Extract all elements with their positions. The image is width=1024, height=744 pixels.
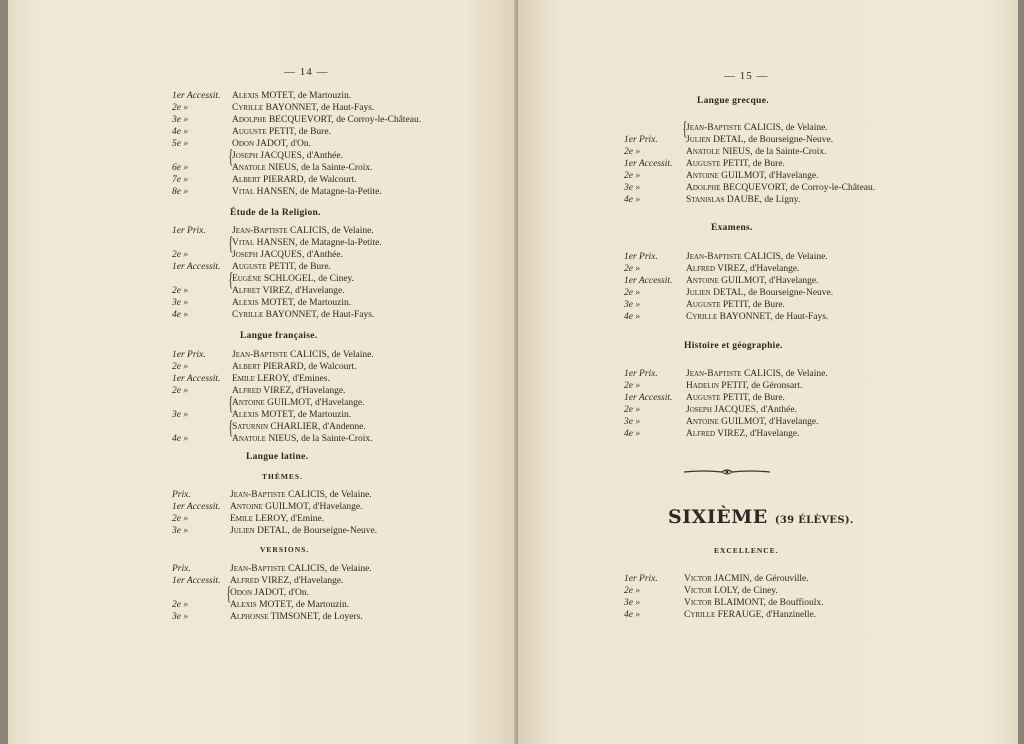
laureate-place: de la Sainte-Croix. bbox=[752, 147, 827, 157]
laureate-name: Julien DETAL, bbox=[230, 526, 290, 536]
list-item bbox=[172, 421, 512, 433]
laureate-entry bbox=[230, 563, 372, 575]
laureate-name: Alfred VIREZ, bbox=[686, 429, 748, 439]
list-item bbox=[172, 349, 512, 361]
laureate-entry bbox=[232, 421, 366, 433]
laureate-entry bbox=[230, 525, 377, 537]
list-item bbox=[624, 134, 964, 146]
laureate-place: de Haut-Fays. bbox=[772, 312, 829, 322]
laureate-place: de Bourseigne-Neuve. bbox=[745, 288, 834, 298]
laureate-entry bbox=[686, 251, 828, 263]
laureate-name: Odon JADOT, bbox=[232, 139, 289, 149]
list-item bbox=[624, 122, 964, 134]
laureate-place: de Matagne-la-Petite. bbox=[297, 187, 382, 197]
rank-label: 3e » bbox=[172, 298, 189, 308]
laureate-name: Albert PIERARD, bbox=[232, 362, 306, 372]
rank-label: 2e » bbox=[624, 147, 641, 157]
laureate-place: d'On. bbox=[286, 588, 309, 598]
rank-label: 1er Accessit. bbox=[172, 576, 221, 586]
laureate-entry bbox=[684, 573, 809, 585]
laureate-entry bbox=[230, 599, 349, 611]
rank-label: 1er Prix. bbox=[624, 135, 658, 145]
rank-label: 1er Accessit. bbox=[172, 374, 221, 384]
laureate-name: Hadelin PETIT, bbox=[686, 381, 749, 391]
laureate-name: Emile LEROY, bbox=[232, 374, 291, 384]
laureate-name: Joseph JACQUES, bbox=[686, 405, 759, 415]
list-item bbox=[172, 373, 512, 385]
laureate-entry bbox=[230, 513, 324, 525]
laureate-place: d'Anthée. bbox=[304, 151, 343, 161]
list-item bbox=[172, 90, 512, 102]
rank-label: 2e » bbox=[172, 103, 189, 113]
laureate-place: de Bure. bbox=[750, 159, 785, 169]
laureate-name: Victor LOLY, bbox=[684, 586, 740, 596]
rank-label: 3e » bbox=[624, 417, 641, 427]
laureate-name: Auguste PETIT, bbox=[686, 393, 751, 403]
rank-label: 3e » bbox=[624, 183, 641, 193]
list-item bbox=[172, 225, 512, 237]
laureate-name: Alexis MOTET, bbox=[232, 298, 296, 308]
list-item bbox=[624, 392, 964, 404]
list-item bbox=[624, 404, 964, 416]
laureate-entry bbox=[232, 349, 374, 361]
laureate-name: Jean-Baptiste CALICIS, bbox=[686, 252, 784, 262]
list-item bbox=[624, 287, 964, 299]
laureate-name: Jean-Baptiste CALICIS, bbox=[686, 369, 784, 379]
laureate-entry bbox=[686, 287, 833, 299]
list-item bbox=[172, 397, 512, 409]
list-item bbox=[172, 249, 512, 261]
laureate-name: Vital HANSEN, bbox=[232, 238, 298, 248]
laureate-entry bbox=[686, 428, 799, 440]
rank-label: 1er Accessit. bbox=[172, 91, 221, 101]
laureate-entry bbox=[230, 575, 343, 587]
laureate-entry bbox=[232, 186, 382, 198]
laureate-entry bbox=[232, 249, 343, 261]
rank-label: Prix. bbox=[172, 564, 191, 574]
list-item bbox=[172, 587, 512, 599]
rank-label: 4e » bbox=[624, 195, 641, 205]
rank-label: 1er Prix. bbox=[624, 574, 658, 584]
laureate-entry bbox=[686, 380, 802, 392]
section-title-latine: Langue latine. bbox=[246, 452, 309, 462]
laureate-entry bbox=[684, 597, 824, 609]
laureate-place: de Bure. bbox=[296, 127, 331, 137]
laureate-place: de Loyers. bbox=[320, 612, 363, 622]
laureate-place: de Martouzin. bbox=[295, 91, 352, 101]
laureate-entry bbox=[686, 275, 818, 287]
laureate-entry bbox=[232, 90, 351, 102]
laureate-place: d'Havelange. bbox=[291, 576, 344, 586]
laureate-entry bbox=[232, 309, 374, 321]
rank-label: 4e » bbox=[624, 429, 641, 439]
rank-label: 4e » bbox=[624, 312, 641, 322]
laureate-name: Adolphe BECQUEVORT, bbox=[232, 115, 334, 125]
list-item bbox=[172, 138, 512, 150]
laureate-name: Jean-Baptiste CALICIS, bbox=[686, 123, 784, 133]
laureate-place: d'Havelange. bbox=[312, 398, 365, 408]
list-item bbox=[172, 174, 512, 186]
rank-label: 1er Prix. bbox=[172, 226, 206, 236]
laureate-name: Jean-Baptiste CALICIS, bbox=[230, 564, 328, 574]
list-item bbox=[624, 146, 964, 158]
laureate-place: de Velaine. bbox=[783, 369, 828, 379]
rank-label: 2e » bbox=[172, 514, 189, 524]
list-item bbox=[624, 573, 964, 585]
list-item bbox=[172, 237, 512, 249]
section-title-examens: Examens. bbox=[711, 223, 753, 233]
laureate-place: d'Havelange. bbox=[766, 276, 819, 286]
laureate-name: Saturnin CHARLIER, bbox=[232, 422, 321, 432]
list-item bbox=[172, 309, 512, 321]
rank-label: 3e » bbox=[172, 410, 189, 420]
rank-label: 1er Prix. bbox=[624, 252, 658, 262]
laureate-name: Antoine GUILMOT, bbox=[230, 502, 311, 512]
laureate-name: Alexis MOTET, bbox=[230, 600, 294, 610]
laureate-entry bbox=[232, 433, 373, 445]
laureate-place: de la Sainte-Croix. bbox=[298, 163, 373, 173]
laureate-name: Alexis MOTET, bbox=[232, 91, 296, 101]
rank-label: 4e » bbox=[172, 127, 189, 137]
list-item bbox=[172, 126, 512, 138]
laureate-name: Joseph JACQUES, bbox=[232, 151, 305, 161]
laureate-place: de Martouzin. bbox=[295, 410, 352, 420]
laureate-name: Anatole NIEUS, bbox=[232, 434, 299, 444]
rank-label: 2e » bbox=[172, 250, 189, 260]
laureate-name: Jean-Baptiste CALICIS, bbox=[232, 226, 330, 236]
rank-label: 4e » bbox=[624, 610, 641, 620]
page-number-left: — 14 — bbox=[284, 66, 329, 78]
laureate-name: Joseph JACQUES, bbox=[232, 250, 305, 260]
laureate-entry bbox=[230, 489, 372, 501]
laureate-place: de Velaine. bbox=[329, 226, 374, 236]
laureate-place: de Gérouville. bbox=[751, 574, 809, 584]
rank-label: 3e » bbox=[172, 115, 189, 125]
list-item bbox=[172, 150, 512, 162]
subsection-title-themes: THÈMES. bbox=[262, 472, 303, 481]
laureate-entry bbox=[686, 368, 828, 380]
laureate-entry bbox=[686, 158, 785, 170]
laureate-place: de Bourseigne-Neuve. bbox=[289, 526, 378, 536]
laureate-entry bbox=[232, 361, 357, 373]
laureate-entry bbox=[230, 587, 309, 599]
rank-label: 2e » bbox=[172, 600, 189, 610]
laureate-place: de Walcourt. bbox=[306, 175, 357, 185]
laureate-place: de Haut-Fays. bbox=[318, 103, 375, 113]
laureate-entry bbox=[232, 126, 331, 138]
laureate-name: Anatole NIEUS, bbox=[686, 147, 753, 157]
laureate-name: Alphonse TIMSONET, bbox=[230, 612, 321, 622]
laureate-entry bbox=[232, 409, 351, 421]
rank-label: 2e » bbox=[624, 381, 641, 391]
rank-label: 1er Accessit. bbox=[624, 159, 673, 169]
laureate-entry bbox=[232, 297, 351, 309]
rank-label: Prix. bbox=[172, 490, 191, 500]
list-item bbox=[172, 385, 512, 397]
laureate-place: d'On. bbox=[288, 139, 311, 149]
laureate-entry bbox=[232, 285, 345, 297]
rank-label: 1er Accessit. bbox=[172, 262, 221, 272]
rank-label: 6e » bbox=[172, 163, 189, 173]
laureate-name: Antoine GUILMOT, bbox=[686, 276, 767, 286]
laureate-name: Anatole NIEUS, bbox=[232, 163, 299, 173]
laureate-name: Julien DETAL, bbox=[686, 135, 746, 145]
laureate-entry bbox=[686, 416, 818, 428]
laureate-entry bbox=[686, 311, 828, 323]
list-item bbox=[624, 251, 964, 263]
laureate-name: Vital HANSEN, bbox=[232, 187, 298, 197]
laureate-entry bbox=[232, 138, 311, 150]
laureate-name: Alfret VIREZ, bbox=[232, 286, 293, 296]
laureate-name: Antoine GUILMOT, bbox=[686, 417, 767, 427]
laureate-place: d'Havelange. bbox=[310, 502, 363, 512]
laureate-place: de Bourseigne-Neuve. bbox=[745, 135, 834, 145]
rank-label: 2e » bbox=[172, 286, 189, 296]
rank-label: 8e » bbox=[172, 187, 189, 197]
list-item bbox=[172, 361, 512, 373]
laureate-entry bbox=[686, 404, 797, 416]
laureate-place: de Haut-Fays. bbox=[318, 310, 375, 320]
laureate-place: d'Anthée. bbox=[758, 405, 797, 415]
rank-label: 1er Prix. bbox=[172, 350, 206, 360]
list-item bbox=[172, 599, 512, 611]
laureate-place: d'Havelange. bbox=[766, 171, 819, 181]
laureate-place: de Martouzin. bbox=[293, 600, 350, 610]
list-item bbox=[624, 428, 964, 440]
laureate-entry bbox=[232, 225, 374, 237]
rank-label: 2e » bbox=[624, 586, 641, 596]
laureate-entry bbox=[686, 170, 818, 182]
list-item bbox=[172, 102, 512, 114]
list-item bbox=[172, 261, 512, 273]
laureate-name: Victor JACMIN, bbox=[684, 574, 752, 584]
list-item bbox=[172, 162, 512, 174]
list-item bbox=[172, 501, 512, 513]
list-item bbox=[172, 186, 512, 198]
laureate-place: d'Havelange. bbox=[747, 264, 800, 274]
laureate-entry bbox=[232, 237, 382, 249]
rank-label: 5e » bbox=[172, 139, 189, 149]
laureate-name: Jean-Baptiste CALICIS, bbox=[232, 350, 330, 360]
laureate-name: Cyrille FERAUGE, bbox=[684, 610, 764, 620]
laureate-name: Cyrille BAYONNET, bbox=[232, 310, 319, 320]
laureate-entry bbox=[232, 273, 354, 285]
rank-label: 3e » bbox=[624, 300, 641, 310]
laureate-place: de Corroy-le-Château. bbox=[333, 115, 422, 125]
laureate-place: de Velaine. bbox=[327, 564, 372, 574]
laureate-place: de la Sainte-Croix. bbox=[298, 434, 373, 444]
right-page: — 15 — Langue grecque. Jean-Baptiste CALICIS, de Velaine. 1er Prix. Julien DETAL, de Bourseigne-Neuve. 2e » Anatole NIEUS, de la Sainte-Croix. 1er Accessit. Auguste PETIT, de Bure. 2e » Antoine GUILMOT, d'Havelange. 3e » Adolphe BECQUEVORT, de Corroy-le-Château. 4e » Stanislas DAUBE, de Ligny. { Examens. 1er Prix. Jean-Baptiste CALICIS, de Velaine. 2e » Alfred VIREZ, d'Havelange. 1er Accessit. Antoine GUILMOT, d'Havelange. 2e » Julien DETAL, de Bourseigne-Neuve. 3e » Auguste PETIT, de Bure. 4e » Cyrille BAYONNET, de Haut-Fays. Histoire et géographie. 1er Prix. Jean-Baptiste CALICIS, de Velaine. 2e » Hadelin PETIT, de Géronsart. 1er Accessit. Auguste PETIT, de Bure. 2e » Joseph JACQUES, d'Anthée. 3e » Antoine GUILMOT, d'Havelange. 4e » Alfred VIREZ, d'Havelange. SIXIÈME (39 ÉLÈVES). EXCELLENCE. 1er Prix. Victor JACMIN, de Gérouville. 2e » Victor LOLY, de Ciney. 3e » Victor BLAIMONT, de Bouffioulx. 4e » Cyrille FERAUGE, d'Hanzinelle. bbox=[518, 0, 1018, 744]
laureate-place: de Velaine. bbox=[783, 123, 828, 133]
laureate-place: de Corroy-le-Château. bbox=[787, 183, 876, 193]
laureate-place: de Velaine. bbox=[329, 350, 374, 360]
list-item bbox=[624, 263, 964, 275]
list-item bbox=[172, 114, 512, 126]
laureate-place: de Matagne-la-Petite. bbox=[297, 238, 382, 248]
laureate-place: d'Havelange. bbox=[292, 286, 345, 296]
class-title-pupils: (39 ÉLÈVES). bbox=[774, 515, 854, 526]
laureate-entry bbox=[232, 397, 364, 409]
laureate-name: Auguste PETIT, bbox=[686, 159, 751, 169]
laureate-place: d'Andenne. bbox=[320, 422, 366, 432]
class-title bbox=[668, 506, 854, 528]
laureate-entry bbox=[230, 611, 363, 623]
laureate-entry bbox=[232, 261, 331, 273]
rank-label: 2e » bbox=[172, 386, 189, 396]
rank-label: 3e » bbox=[172, 526, 189, 536]
rank-label: 2e » bbox=[624, 264, 641, 274]
section-title-histoire: Histoire et géographie. bbox=[684, 341, 783, 351]
laureate-entry bbox=[232, 174, 357, 186]
laureate-place: d'Hanzinelle. bbox=[763, 610, 817, 620]
page-number-right: — 15 — bbox=[724, 70, 769, 82]
rank-label: 1er Prix. bbox=[624, 369, 658, 379]
laureate-name: Cyrille BAYONNET, bbox=[232, 103, 319, 113]
list-item bbox=[172, 409, 512, 421]
list-item bbox=[624, 182, 964, 194]
list-item bbox=[172, 513, 512, 525]
list-item bbox=[624, 609, 964, 621]
rank-label: 2e » bbox=[172, 362, 189, 372]
laureate-entry bbox=[684, 609, 816, 621]
laureate-name: Auguste PETIT, bbox=[232, 262, 297, 272]
laureate-entry bbox=[686, 194, 800, 206]
rank-label: 7e » bbox=[172, 175, 189, 185]
laureate-entry bbox=[684, 585, 778, 597]
laureate-place: d'Havelange. bbox=[293, 386, 346, 396]
laureate-place: de Ligny. bbox=[762, 195, 801, 205]
laureate-name: Adolphe BECQUEVORT, bbox=[686, 183, 788, 193]
laureate-entry bbox=[686, 263, 799, 275]
list-item bbox=[624, 368, 964, 380]
list-item bbox=[172, 433, 512, 445]
laureate-entry bbox=[686, 146, 827, 158]
list-item bbox=[172, 563, 512, 575]
list-item bbox=[624, 380, 964, 392]
list-item bbox=[172, 489, 512, 501]
rank-label: 1er Accessit. bbox=[172, 502, 221, 512]
list-item bbox=[624, 311, 964, 323]
section-title-religion: Étude de la Religion. bbox=[230, 208, 321, 218]
subsection-title-excellence: EXCELLENCE. bbox=[714, 546, 779, 555]
laureate-place: d'Emines. bbox=[290, 374, 330, 384]
rank-label: 1er Accessit. bbox=[624, 276, 673, 286]
laureate-name: Auguste PETIT, bbox=[232, 127, 297, 137]
laureate-entry bbox=[230, 501, 362, 513]
rank-label: 2e » bbox=[624, 288, 641, 298]
laureate-name: Julien DETAL, bbox=[686, 288, 746, 298]
laureate-place: de Martouzin. bbox=[295, 298, 352, 308]
laureate-name: Alfred VIREZ, bbox=[230, 576, 292, 586]
laureate-name: Odon JADOT, bbox=[230, 588, 287, 598]
laureate-place: de Bure. bbox=[750, 300, 785, 310]
laureate-place: de Walcourt. bbox=[306, 362, 357, 372]
laureate-name: Alexis MOTET, bbox=[232, 410, 296, 420]
laureate-place: de Bure. bbox=[750, 393, 785, 403]
laureate-entry bbox=[232, 162, 373, 174]
list-item bbox=[624, 275, 964, 287]
list-item bbox=[172, 297, 512, 309]
left-page: — 14 — 1er Accessit. Alexis MOTET, de Martouzin. 2e » Cyrille BAYONNET, de Haut-Fays. 3e » Adolphe BECQUEVORT, de Corroy-le-Château. 4e » Auguste PETIT, de Bure. 5e » Odon JADOT, d'On. Joseph JACQUES, d'Anthée. 6e » Anatole NIEUS, de la Sainte-Croix. 7e » Albert PIERARD, de Walcourt. 8e » Vital HANSEN, de Matagne-la-Petite. { Étude de la Religion. 1er Prix. Jean-Baptiste CALICIS, de Velaine. Vital HANSEN, de Matagne-la-Petite. 2e » Joseph JACQUES, d'Anthée. 1er Accessit. Auguste PETIT, de Bure. Eugène SCHLOGEL, de Ciney. 2e » Alfret VIREZ, d'Havelange. 3e » Alexis MOTET, de Martouzin. 4e » Cyrille BAYONNET, de Haut-Fays. { { Langue française. 1er Prix. Jean-Baptiste CALICIS, de Velaine. 2e » Albert PIERARD, de Walcourt. 1er Accessit. Emile LEROY, d'Emines. 2e » Alfred VIREZ, d'Havelange. Antoine GUILMOT, d'Havelange. 3e » Alexis MOTET, de Martouzin. Saturnin CHARLIER, d'Andenne. 4e » Anatole NIEUS, de la Sainte-Croix. { { Langue latine. THÈMES. Prix. Jean-Baptiste CALICIS, de Velaine. 1er Accessit. Antoine GUILMOT, d'Havelange. 2e » Emile LEROY, d'Emine. 3e » Julien DETAL, de Bourseigne-Neuve. VERSIONS. Prix. Jean-Baptiste CALICIS, de Velaine. 1er Accessit. Alfred VIREZ, d'Havelange. Odon JADOT, d'On. 2e » Alexis MOTET, de Martouzin. 3e » Alphonse TIMSONET, de Loyers. { bbox=[8, 0, 516, 744]
laureate-name: Albert PIERARD, bbox=[232, 175, 306, 185]
rank-label: 4e » bbox=[172, 434, 189, 444]
rank-label: 2e » bbox=[624, 405, 641, 415]
laureate-entry bbox=[232, 373, 330, 385]
subsection-title-versions: VERSIONS. bbox=[260, 545, 310, 554]
laureate-entry bbox=[686, 182, 875, 194]
laureate-entry bbox=[686, 134, 833, 146]
laureate-name: Victor BLAIMONT, bbox=[684, 598, 766, 608]
list-item bbox=[624, 299, 964, 311]
list-item bbox=[624, 158, 964, 170]
laureate-name: Cyrille BAYONNET, bbox=[686, 312, 773, 322]
rank-label: 1er Accessit. bbox=[624, 393, 673, 403]
list-item bbox=[624, 416, 964, 428]
laureate-place: de Velaine. bbox=[783, 252, 828, 262]
laureate-entry bbox=[686, 392, 785, 404]
laureate-entry bbox=[232, 385, 345, 397]
list-item bbox=[624, 597, 964, 609]
laureate-place: de Géronsart. bbox=[748, 381, 803, 391]
laureate-entry bbox=[686, 122, 828, 134]
laureate-entry bbox=[686, 299, 785, 311]
laureate-name: Auguste PETIT, bbox=[686, 300, 751, 310]
laureate-entry bbox=[232, 150, 343, 162]
laureate-place: de Ciney. bbox=[315, 274, 355, 284]
rank-label: 3e » bbox=[624, 598, 641, 608]
list-item bbox=[172, 525, 512, 537]
section-title-grecque: Langue grecque. bbox=[697, 96, 769, 106]
list-item bbox=[624, 170, 964, 182]
list-item bbox=[172, 285, 512, 297]
laureate-name: Antoine GUILMOT, bbox=[686, 171, 767, 181]
laureate-name: Stanislas DAUBE, bbox=[686, 195, 763, 205]
laureate-entry bbox=[232, 102, 374, 114]
laureate-place: de Velaine. bbox=[327, 490, 372, 500]
laureate-name: Alfred VIREZ, bbox=[686, 264, 748, 274]
class-title-main: SIXIÈME bbox=[668, 506, 768, 528]
laureate-place: d'Emine. bbox=[288, 514, 325, 524]
list-item bbox=[172, 575, 512, 587]
list-item bbox=[624, 194, 964, 206]
laureate-place: de Bure. bbox=[296, 262, 331, 272]
rank-label: 3e » bbox=[172, 612, 189, 622]
ornament-divider-icon bbox=[682, 467, 772, 477]
laureate-place: de Bouffioulx. bbox=[765, 598, 824, 608]
laureate-place: de Ciney. bbox=[739, 586, 778, 596]
laureate-place: d'Havelange. bbox=[747, 429, 800, 439]
list-item bbox=[172, 611, 512, 623]
laureate-name: Jean-Baptiste CALICIS, bbox=[230, 490, 328, 500]
laureate-name: Alfred VIREZ, bbox=[232, 386, 294, 396]
laureate-place: d'Anthée. bbox=[304, 250, 343, 260]
laureate-name: Antoine GUILMOT, bbox=[232, 398, 313, 408]
rank-label: 2e » bbox=[624, 171, 641, 181]
rank-label: 4e » bbox=[172, 310, 189, 320]
list-item bbox=[624, 585, 964, 597]
laureate-name: Emile LEROY, bbox=[230, 514, 289, 524]
laureate-place: d'Havelange. bbox=[766, 417, 819, 427]
section-title-francaise: Langue française. bbox=[240, 331, 318, 341]
list-item bbox=[172, 273, 512, 285]
laureate-name: Eugène SCHLOGEL, bbox=[232, 274, 316, 284]
laureate-entry bbox=[232, 114, 421, 126]
